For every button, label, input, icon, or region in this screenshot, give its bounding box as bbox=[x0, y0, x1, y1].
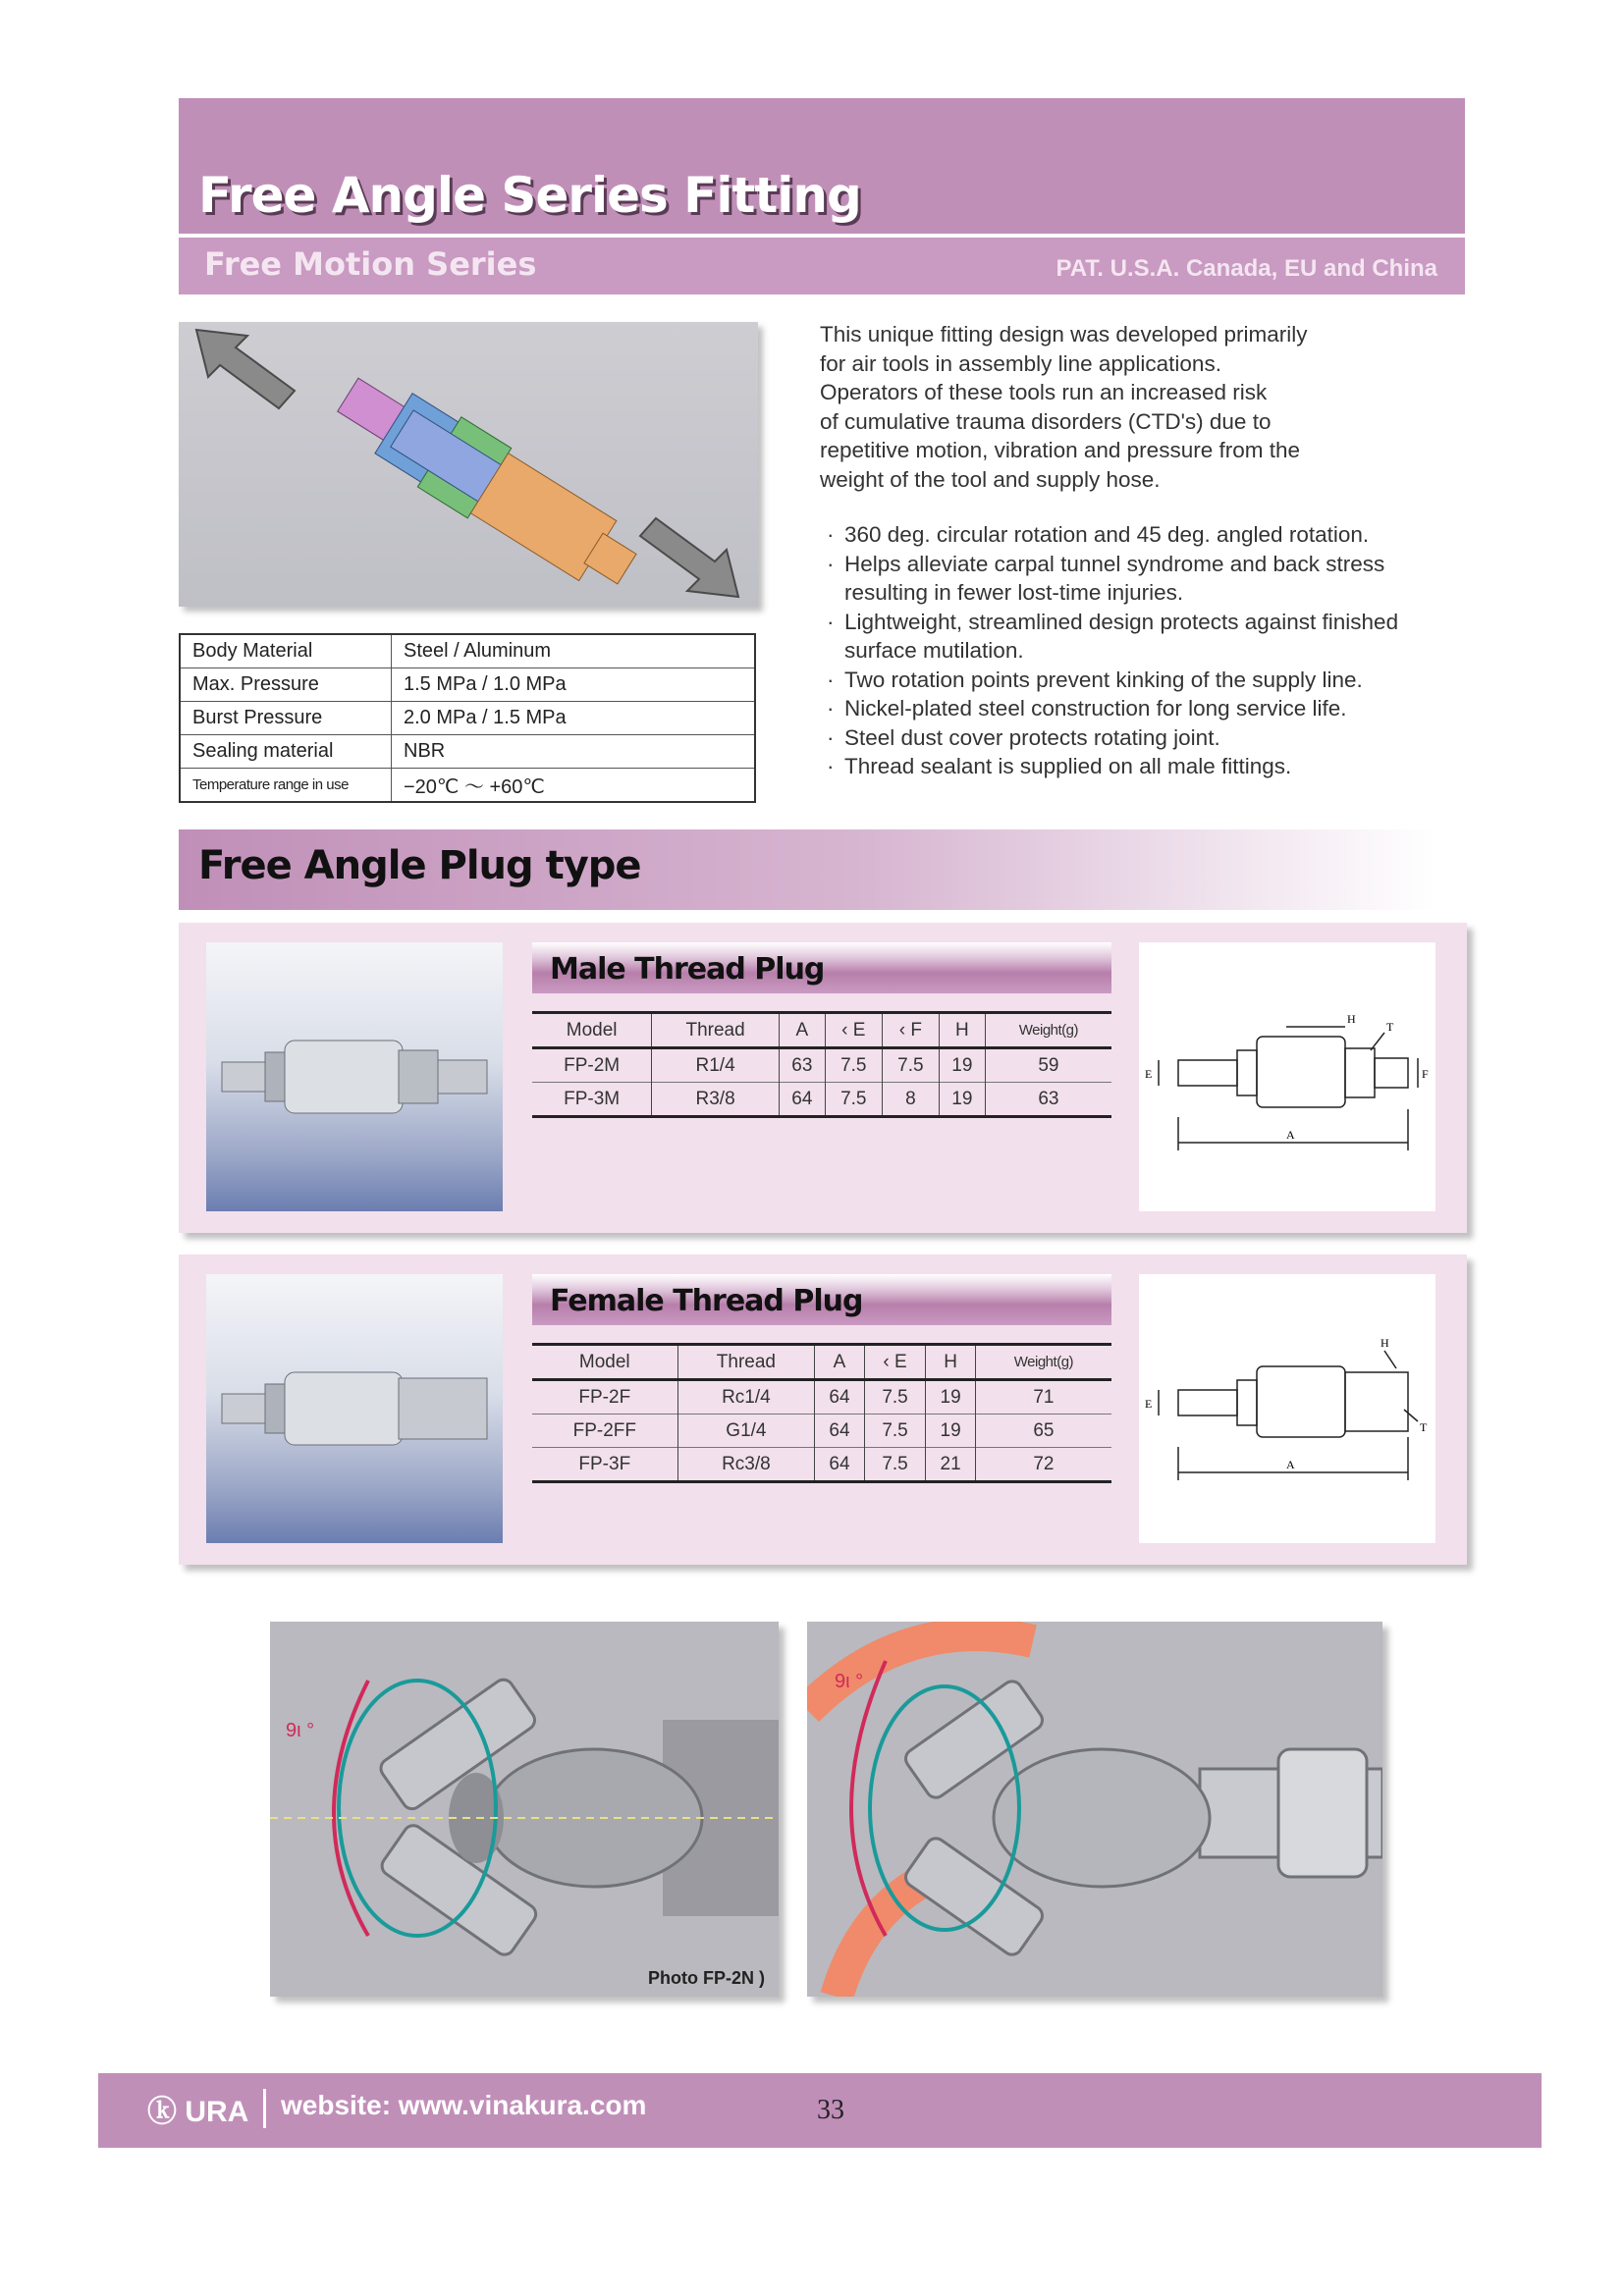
description-line: This unique fitting design was developed primarily bbox=[820, 322, 1308, 347]
dimension-a-label: A bbox=[1286, 1458, 1295, 1471]
column-header: ‹ F bbox=[882, 1013, 939, 1048]
column-header: Weight(g) bbox=[985, 1013, 1111, 1048]
section-band bbox=[179, 829, 1435, 910]
description-line: for air tools in assembly line applications. bbox=[820, 350, 1221, 376]
spec-label: Max. Pressure bbox=[180, 668, 392, 702]
female-plug-photo bbox=[206, 1274, 503, 1543]
angle-label: 9ι ° bbox=[286, 1720, 315, 1741]
table-cell: 59 bbox=[985, 1048, 1111, 1083]
table-row bbox=[532, 1380, 1111, 1415]
column-header: Model bbox=[566, 1019, 618, 1041]
table-cell: 7.5 bbox=[864, 1380, 926, 1415]
feature-item: · Thread sealant is supplied on all male fittings. bbox=[823, 752, 1471, 781]
table-cell: 63 bbox=[985, 1083, 1111, 1117]
table-cell: 72 bbox=[975, 1448, 1111, 1482]
spec-label: Body Material bbox=[180, 634, 392, 668]
female-plug-drawing bbox=[1139, 1274, 1435, 1543]
spec-value: NBR bbox=[392, 735, 756, 769]
column-header: ‹ E bbox=[825, 1013, 882, 1048]
cutaway-illustration bbox=[179, 322, 758, 607]
header-band bbox=[179, 98, 1465, 294]
female-plug-title-band bbox=[532, 1274, 1111, 1325]
column-header: Weight(g) bbox=[975, 1345, 1111, 1380]
description-line: Operators of these tools run an increased risk bbox=[820, 380, 1268, 404]
feature-list bbox=[823, 520, 1471, 781]
table-cell: FP-2FF bbox=[572, 1419, 636, 1441]
table-cell: FP-2F bbox=[578, 1386, 631, 1408]
table-cell: 19 bbox=[926, 1380, 976, 1415]
arrow-down-right-icon bbox=[640, 518, 738, 597]
female-plug-panel bbox=[179, 1255, 1467, 1565]
table-cell: 7.5 bbox=[825, 1083, 882, 1117]
female-plug-table bbox=[532, 1343, 1111, 1483]
series-name: Free Motion Series bbox=[204, 245, 537, 283]
arrow-up-left-icon bbox=[196, 330, 295, 408]
table-cell: 19 bbox=[939, 1083, 985, 1117]
dimension-f-label: F bbox=[1422, 1067, 1429, 1081]
table-cell: FP-3F bbox=[578, 1453, 631, 1474]
table-cell: G1/4 bbox=[677, 1415, 815, 1448]
feature-item: · Lightweight, streamlined design protects against finished surface mutilation. bbox=[823, 608, 1471, 666]
footer-divider bbox=[263, 2089, 266, 2128]
table-row bbox=[532, 1415, 1111, 1448]
column-header: Thread bbox=[652, 1013, 780, 1048]
table-cell: 64 bbox=[815, 1415, 865, 1448]
dimension-t-label: T bbox=[1420, 1420, 1428, 1434]
page-title: Free Angle Series Fitting bbox=[198, 167, 861, 224]
spec-row bbox=[180, 769, 755, 803]
spec-row bbox=[180, 702, 755, 735]
dimension-t-label: T bbox=[1386, 1020, 1394, 1034]
table-cell: 64 bbox=[815, 1380, 865, 1415]
column-header: H bbox=[939, 1013, 985, 1048]
spec-label: Sealing material bbox=[180, 735, 392, 769]
dimension-h-label: H bbox=[1380, 1336, 1389, 1350]
brand-logo: ⓚ URA bbox=[147, 2096, 249, 2128]
table-cell: R3/8 bbox=[652, 1083, 780, 1117]
table-cell: 19 bbox=[939, 1048, 985, 1083]
rotation-photo-right bbox=[807, 1622, 1382, 1997]
description-line: weight of the tool and supply hose. bbox=[820, 466, 1161, 492]
dimension-e-label: E bbox=[1145, 1067, 1153, 1081]
male-plug-panel bbox=[179, 923, 1467, 1233]
column-header: A bbox=[815, 1345, 865, 1380]
male-plug-table bbox=[532, 1011, 1111, 1118]
feature-item: · Steel dust cover protects rotating joint. bbox=[823, 723, 1471, 753]
male-plug-photo bbox=[206, 942, 503, 1211]
website-link[interactable]: website: www.vinakura.com bbox=[281, 2090, 647, 2120]
spec-row bbox=[180, 735, 755, 769]
header-subband bbox=[179, 238, 1465, 294]
column-header: ‹ E bbox=[864, 1345, 926, 1380]
table-cell: R1/4 bbox=[652, 1048, 780, 1083]
section-title: Free Angle Plug type bbox=[198, 843, 641, 888]
table-cell: FP-2M bbox=[564, 1054, 621, 1076]
male-plug-drawing bbox=[1139, 942, 1435, 1211]
spec-value: Steel / Aluminum bbox=[392, 634, 756, 668]
spec-value: −20℃ ～ +60℃ bbox=[392, 769, 756, 803]
male-plug-title-band bbox=[532, 942, 1111, 993]
spec-label: Temperature range in use bbox=[180, 769, 392, 803]
table-cell: Rc3/8 bbox=[677, 1448, 815, 1482]
table-cell: Rc1/4 bbox=[677, 1380, 815, 1415]
table-cell: 7.5 bbox=[882, 1048, 939, 1083]
description bbox=[820, 320, 1468, 494]
table-cell: 19 bbox=[926, 1415, 976, 1448]
rotation-photo-left bbox=[270, 1622, 779, 1997]
feature-item: · 360 deg. circular rotation and 45 deg. angled rotation. bbox=[823, 520, 1471, 550]
spec-value: 1.5 MPa / 1.0 MPa bbox=[392, 668, 756, 702]
dimension-h-label: H bbox=[1347, 1012, 1356, 1026]
spec-row bbox=[180, 634, 755, 668]
table-row bbox=[532, 1448, 1111, 1482]
column-header: Thread bbox=[677, 1345, 815, 1380]
spec-row bbox=[180, 668, 755, 702]
table-cell: 63 bbox=[779, 1048, 825, 1083]
feature-item: · Nickel-plated steel construction for long service life. bbox=[823, 694, 1471, 723]
footer-band bbox=[98, 2073, 1542, 2148]
table-header-row bbox=[532, 1345, 1111, 1380]
description-line: repetitive motion, vibration and pressure from the bbox=[820, 438, 1300, 462]
table-row bbox=[532, 1083, 1111, 1117]
table-cell: FP-3M bbox=[564, 1088, 621, 1109]
feature-item: · Two rotation points prevent kinking of the supply line. bbox=[823, 666, 1471, 695]
table-cell: 71 bbox=[975, 1380, 1111, 1415]
table-cell: 7.5 bbox=[864, 1415, 926, 1448]
table-cell: 7.5 bbox=[864, 1448, 926, 1482]
spec-value: 2.0 MPa / 1.5 MPa bbox=[392, 702, 756, 735]
table-row bbox=[532, 1048, 1111, 1083]
table-header-row bbox=[532, 1013, 1111, 1048]
table-cell: 8 bbox=[882, 1083, 939, 1117]
patent-note: PAT. U.S.A. Canada, EU and China bbox=[1056, 255, 1437, 282]
photo-caption: Photo FP-2Ν ) bbox=[648, 1968, 765, 1988]
male-plug-title: Male Thread Plug bbox=[550, 952, 825, 987]
spec-label: Burst Pressure bbox=[180, 702, 392, 735]
angle-label: 9ι ° bbox=[835, 1671, 864, 1692]
table-cell: 64 bbox=[779, 1083, 825, 1117]
table-cell: 64 bbox=[815, 1448, 865, 1482]
column-header: H bbox=[926, 1345, 976, 1380]
table-cell: 7.5 bbox=[825, 1048, 882, 1083]
spec-table bbox=[179, 633, 756, 803]
column-header: A bbox=[779, 1013, 825, 1048]
description-line: of cumulative trauma disorders (CTD's) due to bbox=[820, 408, 1272, 434]
female-plug-title: Female Thread Plug bbox=[550, 1284, 863, 1318]
table-cell: 21 bbox=[926, 1448, 976, 1482]
dimension-a-label: A bbox=[1286, 1128, 1295, 1142]
column-header: Model bbox=[578, 1351, 630, 1372]
feature-item: · Helps alleviate carpal tunnel syndrome and back stress resulting in fewer lost-time injuries. bbox=[823, 550, 1471, 608]
dimension-e-label: E bbox=[1145, 1397, 1153, 1411]
table-cell: 65 bbox=[975, 1415, 1111, 1448]
page-number: 33 bbox=[817, 2095, 844, 2125]
fitting-cutaway bbox=[326, 359, 649, 604]
